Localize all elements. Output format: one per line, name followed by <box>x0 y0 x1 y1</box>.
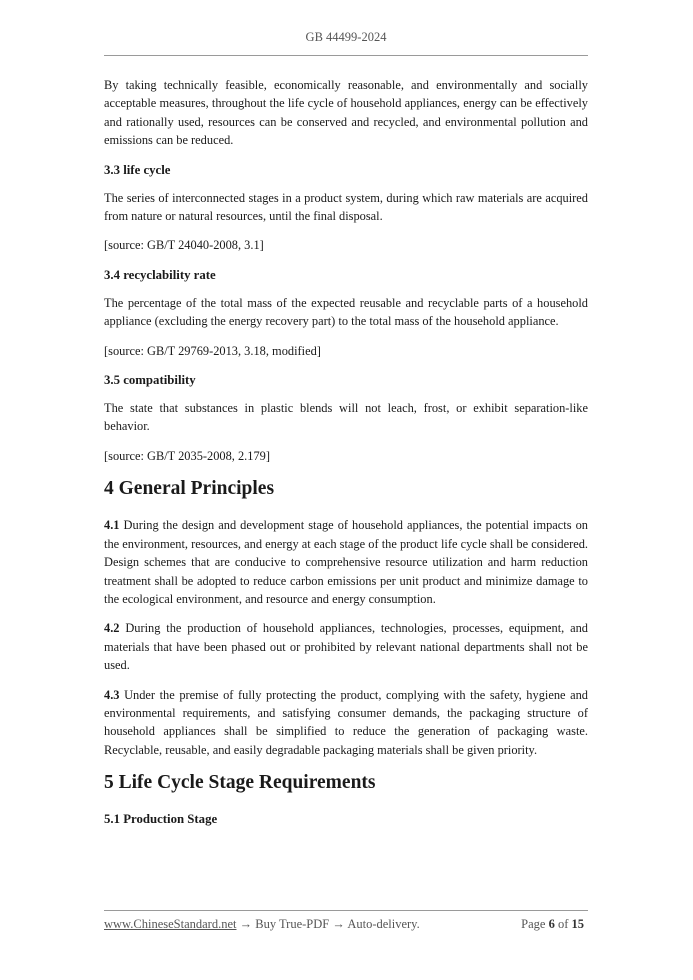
term-definition-compatibility: The state that substances in plastic blends will not leach, frost, or exhibit separation-like behavior. <box>104 401 588 434</box>
clause-4-2 <box>104 619 588 674</box>
intro-paragraph: By taking technically feasible, economically reasonable, and environmentally and socially acceptable measures, throughout the life cycle of household appliances, energy can be effectively and rationally used, resources can be conserved and recycled, and environmental pollution and emissions can be reduced. <box>104 78 588 148</box>
clause-number: 4.2 <box>104 621 120 636</box>
total-pages: 15 <box>571 917 584 931</box>
clause-number: 4.3 <box>104 687 120 702</box>
arrow-right-icon: → <box>236 917 256 931</box>
clause-text: During the production of household appliances, technologies, processes, equipment, and materials that have been phased out or prohibited by relevant national departments shall not be used. <box>104 621 588 673</box>
page-number <box>521 917 584 932</box>
site-link[interactable]: www.ChineseStandard.net <box>104 917 237 931</box>
term-definition-recyclability-rate: The percentage of the total mass of the expected reusable and recyclable parts of a household appliance (excluding the energy recovery part) to the total mass of the household appliance. <box>104 295 588 329</box>
term-source-life-cycle: [source: GB/T 24040-2008, 3.1] <box>104 238 264 253</box>
subsection-heading-production-stage: 5.1 Production Stage <box>104 812 218 827</box>
page-header: GB 44499-2024 <box>305 30 387 44</box>
buy-pdf-text: Buy True-PDF <box>255 917 330 931</box>
section-heading-general-principles: 4 General Principles <box>104 478 275 500</box>
of-label: of <box>557 917 569 931</box>
term-heading-recyclability-rate: 3.4 recyclability rate <box>104 267 216 282</box>
arrow-right-icon: → <box>329 917 348 931</box>
auto-delivery-text: Auto-delivery. <box>347 917 420 931</box>
page-label: Page <box>521 917 546 931</box>
term-heading-life-cycle: 3.3 life cycle <box>104 162 171 177</box>
term-heading-compatibility: 3.5 compatibility <box>104 373 196 388</box>
clause-number: 4.1 <box>104 518 120 533</box>
current-page: 6 <box>548 917 555 931</box>
header-divider <box>104 55 588 56</box>
section-heading-life-cycle-stage-requirements: 5 Life Cycle Stage Requirements <box>104 772 376 794</box>
term-source-recyclability-rate: [source: GB/T 29769-2013, 3.18, modified] <box>104 343 321 358</box>
clause-4-3 <box>104 686 588 760</box>
clause-text: Under the premise of fully protecting the product, complying with the safety, hygiene and environmental requirements, and satisfying consumer demands, the packaging structure of household appliances shall be simplified to reduce the generation of packaging waste. Recyclable, reusable, and easily degradable packaging materials shall be given priority. <box>104 687 588 757</box>
page-content <box>104 76 588 838</box>
term-source-compatibility: [source: GB/T 2035-2008, 2.179] <box>104 448 270 463</box>
clause-text: During the design and development stage of household appliances, the potential impacts on the environment, resources, and energy at each stage of the product life cycle shall be considered. Design schemes that are conducive to comprehensive resource utilization and harm reduction treatment shall be adopted to reduce carbon emissions per unit product and minimize damage to the ecological environment, and resource and energy consumption. <box>104 518 588 606</box>
term-definition-life-cycle: The series of interconnected stages in a product system, during which raw materials are acquired from nature or natural resources, until the final disposal. <box>104 190 588 224</box>
footer-divider <box>104 910 588 911</box>
footer-promo <box>104 917 420 932</box>
clause-4-1 <box>104 516 588 608</box>
